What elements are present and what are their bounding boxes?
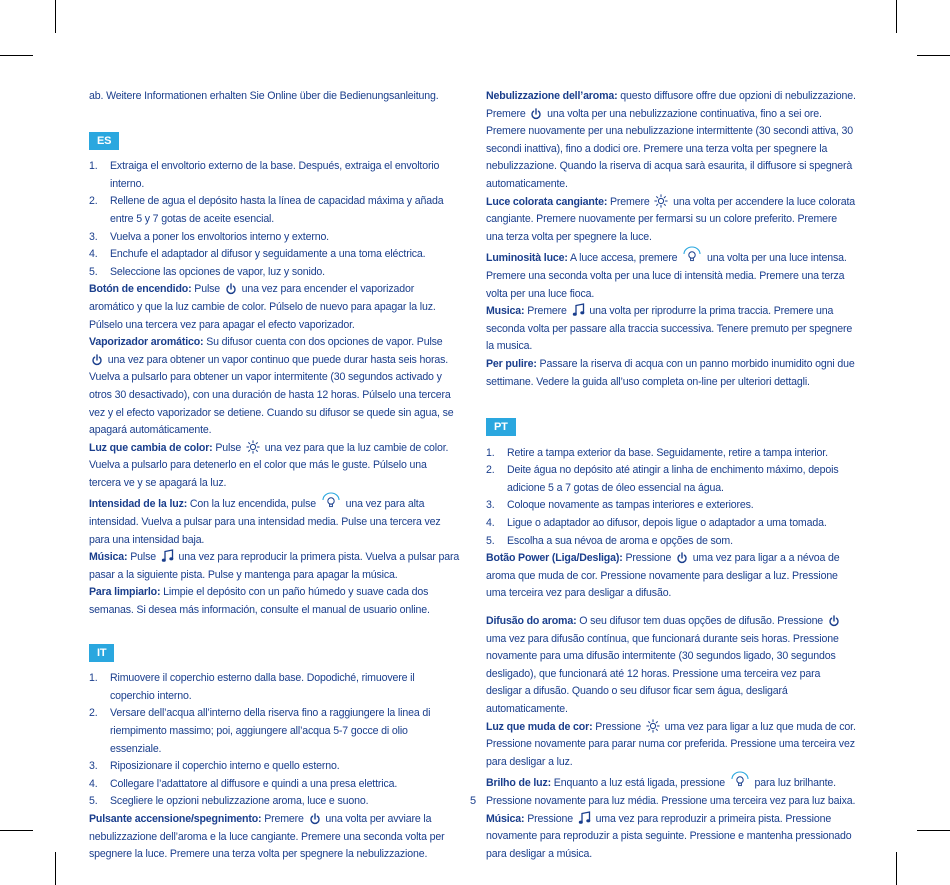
pt-color: Luz que muda de cor: Pressione uma vez para ligar a luz que muda de cor. Pressione novamente para parar numa cor preferida. Pressione uma terceira vez para desligar a luz. (486, 720, 856, 768)
it-music: Musica: Premere una volta per riprodurre la prima traccia. Premere una seconda volta per passare alla traccia successiva. Tenere premuto per spegnere la musica. (486, 305, 853, 353)
step-item: 1. Rimuovere il coperchio esterno dalla base. Dopodiché, rimuovere il coperchio interno. (89, 672, 415, 702)
power-icon (526, 108, 548, 120)
it-clean: Per pulire: Passare la riserva di acqua con un panno morbido inumidito ogni due settimane. Vedere la guida all’uso completa on-line per ulteriori dettagli. (486, 357, 855, 388)
music-note-icon (573, 813, 596, 825)
crop-mark (0, 830, 33, 831)
step-item: 3. Vuelva a poner los envoltorios interno y externo. (89, 230, 329, 243)
step-item: 4. Enchufe el adaptador al difusor y seguidamente a una toma eléctrica. (89, 248, 426, 261)
badge-it: IT (89, 644, 114, 662)
pt-brightness: Brilho de luz: Enquanto a luz está ligada, pressione para luz brilhante. Pressione novamente para luz média. Pressione uma terceira vez para luz baixa. (486, 771, 856, 810)
left-column (89, 88, 461, 864)
bulb-icon (677, 252, 707, 264)
right-column (486, 88, 856, 863)
music-note-icon (567, 305, 590, 317)
es-intensity: Intensidad de la luz: Con la luz encendida, pulse una vez para alta intensidad. Vuelva a pulsar para una intensidad media. Pulse una tercera vez para una intensidad baja. (89, 492, 461, 549)
step-item: 2. Versare dell’acqua all’interno della riserva fino a raggiungere la linea di riempimento massimo; poi, aggiungere all’acqua 5-7 gocce di olio essenziale. (89, 707, 431, 755)
page-number: 5 (470, 795, 477, 807)
power-icon (220, 283, 242, 295)
pt-music: Música: Pressione uma vez para reproduzir a primeira pista. Pressione novamente para reproduzir a pista seguinte. Pressione e mantenha pressionado para desligar a música. (486, 812, 852, 860)
step-item: 1. Extraiga el envoltorio externo de la base. Después, extraiga el envoltorio interno. (89, 160, 440, 190)
sun-icon (650, 196, 674, 208)
es-color: Luz que cambia de color: Pulse una vez para que la luz cambie de color. Vuelva a pulsarlo para detenerlo en el color que más le guste. Púlselo una tercera ve y se apagará la luz. (89, 441, 449, 489)
badge-es: ES (89, 132, 119, 150)
step-item: 2. Rellene de agua el depósito hasta la línea de capacidad máxima y añada entre 5 y 7 gotas de aceite esencial. (89, 195, 444, 225)
sun-icon (241, 442, 265, 454)
bulb-icon (316, 498, 346, 510)
es-power: Botón de encendido: Pulse una vez para encender el vaporizador aromático y que la luz cambie de color. Púlselo de nuevo para apagar la luz. Púlselo una tercera vez para apagar el efecto vaporizador. (89, 283, 436, 331)
es-steps (89, 158, 461, 281)
power-icon (89, 354, 108, 366)
crop-mark (896, 852, 897, 885)
it-nebulization: Nebulizzazione dell’aroma: questo diffusore offre due opzioni di nebulizzazione. Premere una volta per una nebulizzazione continuativa, fino a sei ore. Premere nuovamente per una nebulizzazione intermittente (30 secondi attiva, 30 secondi inattiva), fino a dodici ore. Premere una terza volta per spegnere la nebulizzazione. Quando la riserva di acqua sarà esaurita, il diffusore si spegnerà automaticamente. (486, 90, 856, 190)
step-item: 5. Escolha a sua névoa de aroma e opções de som. (486, 534, 733, 547)
it-steps (89, 670, 461, 811)
music-note-icon (156, 551, 179, 563)
es-clean: Para limpiarlo: Limpie el depósito con un paño húmedo y suave cada dos semanas. Si desea más información, consulte el manual de usuario online. (89, 586, 430, 617)
power-icon (823, 615, 842, 627)
step-item: 3. Coloque novamente as tampas interiores e exteriores. (486, 499, 754, 512)
es-vapor: Vaporizador aromático: Su difusor cuenta con dos opciones de vapor. Pulse una vez para obtener un vapor continuo que puede durar hasta seis horas. Vuelva a pulsarlo para obtener un vapor intermitente (30 segundos activado y otros 30 desactivado), con una duración de hasta 12 horas. Púlselo una tercera vez y el efecto vaporizador se detiene. Cuando su difusor se quede sin agua, se apagará automáticamente. (89, 336, 454, 437)
es-music: Música: Pulse una vez para reproducir la primera pista. Vuelva a pulsar para pasar a la siguiente pista. Pulse y mantenga para apagar la música. (89, 551, 460, 581)
step-item: 1. Retire a tampa exterior da base. Seguidamente, retire a tampa interior. (486, 446, 828, 459)
pt-diffusion: Difusão do aroma: O seu difusor tem duas opções de difusão. Pressione uma vez para difusão contínua, que funcionará durante seis horas. Pressione novamente para uma difusão intermitente (30 segundos ligado, 30 segundos desligado), que funcionará até 12 horas. Pressione uma terceira vez para desligar a difusão. Quando o seu difusor ficar sem água, desligará automaticamente. (486, 613, 856, 719)
step-item: 5. Seleccione las opciones de vapor, luz y sonido. (89, 265, 325, 278)
pt-power: Botão Power (Liga/Desliga): Pressione uma vez para ligar a a névoa de aroma que muda de cor. Pressione novamente para desligar a luz. Pressione uma terceira vez para desligar a difusão. (486, 552, 840, 600)
it-power: Pulsante accensione/spegnimento: Premere una volta per avviare la nebulizzazione dell’aroma e la luce cangiante. Premere una seconda volta per spegnere la luce. Premere una terza volta per spegnere la nebulizzazione. (89, 812, 445, 861)
it-color: Luce colorata cangiante: Premere una volta per accendere la luce colorata cangiante. Premere nuovamente per fermarsi su un colore preferito. Premere una terza volta per spegnere la luce. (486, 195, 856, 243)
crop-mark (917, 55, 950, 56)
bulb-icon (725, 777, 755, 789)
crop-mark (896, 0, 897, 33)
it-luminosity: Luminosità luce: A luce accesa, premere una volta per una luce intensa. Premere una seconda volta per una luce di intensità media. Premere una terza volta per una luce fioca. (486, 246, 856, 303)
crop-mark (917, 830, 950, 831)
badge-pt: PT (486, 418, 516, 436)
pt-steps (486, 445, 856, 551)
step-item: 4. Ligue o adaptador ao difusor, depois ligue o adaptador a uma tomada. (486, 517, 827, 530)
crop-mark (55, 852, 56, 885)
step-item: 4. Collegare l’adattatore al diffusore e quindi a una presa elettrica. (89, 777, 398, 790)
power-icon (304, 813, 326, 825)
step-item: 2. Deite água no depósito até atingir a linha de enchimento máximo, depois adicione 5 a 7 gotas de óleo essencial na água. (486, 464, 839, 494)
crop-mark (0, 55, 33, 56)
step-item: 3. Riposizionare il coperchio interno e quello esterno. (89, 760, 340, 773)
power-icon (671, 552, 693, 564)
step-item: 5. Scegliere le opzioni nebulizzazione aroma, luce e suono. (89, 795, 369, 808)
crop-mark (55, 0, 56, 33)
sun-icon (641, 721, 665, 733)
de-tail-text: ab. Weitere Informationen erhalten Sie Online über die Bedienungsanleitung. (89, 90, 439, 102)
